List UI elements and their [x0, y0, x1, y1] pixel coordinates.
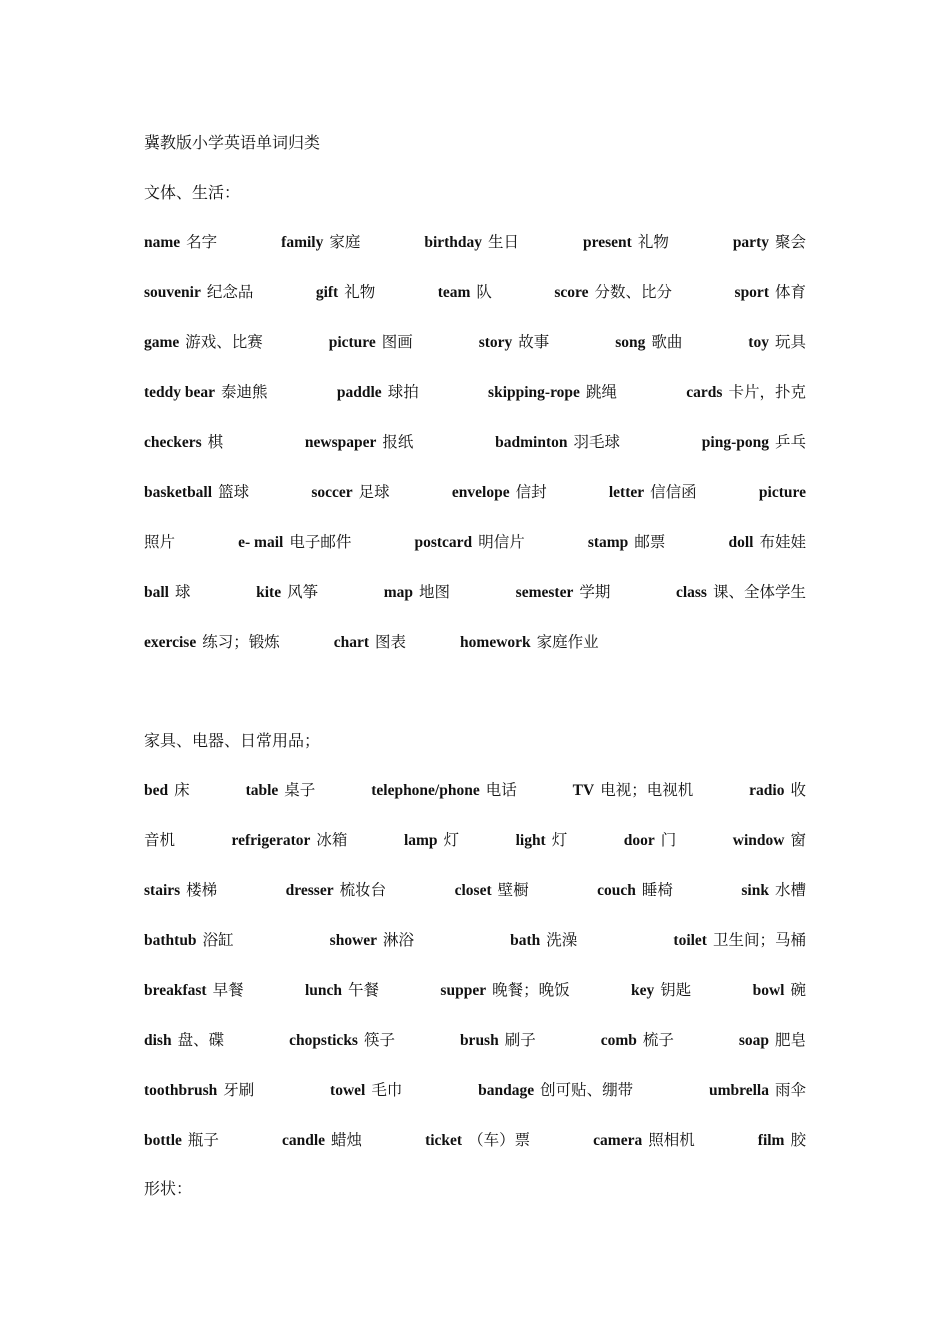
- chinese-meaning: 图表: [375, 634, 407, 651]
- english-word: chart: [333, 634, 370, 651]
- vocab-entry: [728, 530, 806, 552]
- english-word: toothbrush: [144, 1082, 218, 1099]
- vocab-entry: [733, 828, 806, 850]
- chinese-meaning: 信封: [515, 484, 547, 501]
- english-word: camera: [593, 1132, 643, 1149]
- chinese-meaning: 牙刷: [223, 1082, 255, 1099]
- chinese-meaning: 邮票: [634, 534, 666, 551]
- english-word: bandage: [478, 1082, 535, 1099]
- vocab-entry: [733, 230, 806, 252]
- english-word: radio: [749, 782, 785, 799]
- vocab-entry: [144, 928, 234, 950]
- vocab-entry: [554, 280, 672, 302]
- chinese-meaning: 棋: [207, 434, 224, 451]
- english-word: breakfast: [144, 982, 207, 999]
- chinese-meaning: 卫生间；马桶: [712, 932, 806, 949]
- vocab-entry: [741, 878, 806, 900]
- vocab-entry: [460, 1028, 536, 1050]
- vocab-entry: [144, 430, 223, 452]
- vocab-row: [144, 1028, 806, 1052]
- english-word: class: [675, 584, 707, 601]
- chinese-meaning: 钥匙: [660, 982, 692, 999]
- vocab-entry: [709, 1078, 806, 1100]
- vocab-entry: [735, 280, 806, 302]
- vocab-entry: [424, 230, 519, 252]
- chinese-meaning: 羽毛球: [573, 434, 621, 451]
- english-word: shower: [329, 932, 378, 949]
- english-word: candle: [281, 1132, 326, 1149]
- chinese-meaning: 练习；锻炼: [202, 634, 280, 651]
- vocab-entry: [316, 280, 375, 302]
- vocab-entry: [631, 978, 691, 1000]
- english-word: basketball: [144, 484, 213, 501]
- chinese-meaning: 球拍: [387, 384, 419, 401]
- chinese-meaning: 家庭: [329, 234, 361, 251]
- chinese-meaning: 纪念品: [206, 284, 254, 301]
- english-word: ball: [144, 584, 169, 601]
- english-word: present: [583, 234, 632, 251]
- chinese-meaning: 梳子: [642, 1032, 674, 1049]
- chinese-meaning: 游戏、比赛: [185, 334, 263, 351]
- vocab-entry: [144, 828, 175, 850]
- section-heading-household: 家具、电器、日常用品；: [144, 733, 321, 750]
- chinese-meaning: 灯: [443, 832, 460, 849]
- chinese-meaning: 睡椅: [641, 882, 673, 899]
- chinese-meaning: 筷子: [363, 1032, 395, 1049]
- vocab-entry: [593, 1128, 695, 1150]
- chinese-meaning: 布娃娃: [759, 534, 806, 551]
- chinese-meaning: 早餐: [212, 982, 244, 999]
- chinese-meaning: 乒乓: [774, 434, 806, 451]
- vocab-entry: [425, 1128, 530, 1150]
- vocab-entry: [144, 530, 175, 552]
- vocab-entry: [748, 330, 806, 352]
- chinese-meaning: 名字: [186, 234, 218, 251]
- section-heading-sports-life: 文体、生活：: [144, 185, 241, 202]
- english-word: couch: [597, 882, 636, 899]
- vocab-entry: [583, 230, 669, 252]
- vocab-entry: [702, 430, 806, 452]
- vocab-row: [144, 928, 806, 952]
- chinese-meaning: 电子邮件: [289, 534, 352, 551]
- english-word: dish: [144, 1032, 172, 1049]
- chinese-meaning: 毛巾: [371, 1082, 403, 1099]
- english-word: sink: [741, 882, 769, 899]
- vocab-row: [144, 380, 806, 404]
- vocab-entry: [256, 580, 318, 602]
- english-word: postcard: [414, 534, 473, 551]
- english-word: teddy bear: [144, 384, 216, 401]
- vocab-row: [144, 630, 806, 654]
- english-word: score: [554, 284, 589, 301]
- chinese-meaning: 蜡烛: [331, 1132, 363, 1149]
- vocab-entry: [334, 630, 406, 652]
- chinese-meaning: 泰迪熊: [221, 384, 268, 401]
- english-word: family: [281, 234, 324, 251]
- vocab-entry: [144, 1078, 254, 1100]
- chinese-meaning: 碗: [790, 982, 806, 999]
- chinese-meaning: 地图: [419, 584, 451, 601]
- vocab-row: [144, 580, 806, 604]
- vocab-entry: [488, 380, 617, 402]
- vocab-entry: [232, 828, 348, 850]
- chinese-meaning: 浴缸: [202, 932, 234, 949]
- chinese-meaning: 图画: [381, 334, 413, 351]
- chinese-meaning: 电话: [485, 782, 517, 799]
- vocab-entry: [749, 778, 806, 800]
- english-word: checkers: [144, 434, 202, 451]
- chinese-meaning: 洗澡: [546, 932, 578, 949]
- chinese-meaning: 电视；电视机: [600, 782, 694, 799]
- chinese-meaning: 礼物: [344, 284, 376, 301]
- vocab-row: [144, 778, 806, 802]
- english-word: game: [144, 334, 180, 351]
- english-word: badminton: [495, 434, 568, 451]
- chinese-meaning: 分数、比分: [594, 284, 673, 301]
- chinese-meaning: 梳妆台: [339, 882, 387, 899]
- vocab-entry: [144, 580, 191, 602]
- english-word: envelope: [451, 484, 510, 501]
- vocab-entry: [404, 828, 459, 850]
- english-word: refrigerator: [231, 832, 311, 849]
- english-word: door: [623, 832, 655, 849]
- vocab-entry: [371, 778, 517, 800]
- vocab-entry: [615, 330, 682, 352]
- english-word: lunch: [304, 982, 343, 999]
- vocab-entry: [739, 1028, 806, 1050]
- chinese-meaning: 风筝: [287, 584, 319, 601]
- chinese-meaning: 故事: [518, 334, 550, 351]
- english-word: toilet: [673, 932, 707, 949]
- vocab-row: [144, 480, 806, 504]
- chinese-meaning: 球: [174, 584, 191, 601]
- vocab-entry: [597, 878, 673, 900]
- english-word: skipping-rope: [488, 384, 580, 401]
- chinese-meaning: 聚会: [774, 234, 806, 251]
- chinese-meaning: 壁橱: [497, 882, 529, 899]
- vocab-row: [144, 1078, 806, 1102]
- chinese-meaning: 家庭作业: [536, 634, 599, 651]
- vocab-entry: [144, 280, 253, 302]
- vocab-row: [144, 1128, 806, 1152]
- english-word: e- mail: [238, 534, 284, 551]
- chinese-meaning: 创可贴、绷带: [540, 1082, 634, 1099]
- english-word: soap: [738, 1032, 769, 1049]
- english-word: homework: [460, 634, 531, 651]
- vocab-entry: [686, 380, 806, 402]
- english-word: supper: [440, 982, 487, 999]
- chinese-meaning: 跳绳: [585, 384, 617, 401]
- chinese-meaning: 收: [790, 782, 806, 799]
- vocab-entry: [510, 928, 577, 950]
- vocab-entry: [144, 1128, 219, 1150]
- english-word: TV: [572, 782, 595, 799]
- vocab-entry: [238, 530, 351, 552]
- chinese-meaning: 冰箱: [316, 832, 348, 849]
- vocab-entry: [609, 480, 697, 502]
- chinese-meaning: 体育: [774, 284, 806, 301]
- english-word: souvenir: [144, 284, 201, 301]
- vocab-entry: [330, 1078, 402, 1100]
- vocab-entry: [246, 778, 316, 800]
- vocab-row: [144, 280, 806, 304]
- english-word: semester: [515, 584, 574, 601]
- english-word: bathtub: [144, 932, 197, 949]
- vocab-entry: [414, 530, 524, 552]
- english-word: doll: [728, 534, 754, 551]
- vocab-entry: [305, 978, 379, 1000]
- english-word: newspaper: [304, 434, 377, 451]
- vocab-entry: [624, 828, 677, 850]
- english-word: window: [732, 832, 785, 849]
- vocab-entry: [144, 230, 217, 252]
- vocab-entry: [330, 928, 414, 950]
- english-word: sport: [734, 284, 769, 301]
- chinese-meaning: 卡片，扑克: [728, 384, 806, 401]
- english-word: stairs: [144, 882, 181, 899]
- vocab-entry: [495, 430, 620, 452]
- chinese-meaning: 生日: [488, 234, 520, 251]
- english-word: light: [515, 832, 546, 849]
- english-word: soccer: [311, 484, 353, 501]
- vocab-entry: [144, 380, 268, 402]
- english-word: party: [732, 234, 769, 251]
- vocab-entry: [144, 1028, 224, 1050]
- vocab-entry: [478, 1078, 633, 1100]
- english-word: dresser: [285, 882, 334, 899]
- chinese-meaning: 照片: [144, 534, 176, 551]
- chinese-meaning: 瓶子: [187, 1132, 219, 1149]
- vocab-entry: [286, 878, 386, 900]
- vocab-entry: [759, 484, 806, 502]
- english-word: table: [245, 782, 279, 799]
- vocab-entry: [311, 480, 389, 502]
- english-word: letter: [608, 484, 645, 501]
- english-word: name: [144, 234, 181, 251]
- chinese-meaning: 音机: [144, 832, 176, 849]
- vocab-entry: [516, 828, 568, 850]
- vocab-row: [144, 230, 806, 254]
- english-word: closet: [454, 882, 492, 899]
- english-word: umbrella: [708, 1082, 769, 1099]
- chinese-meaning: 午餐: [348, 982, 380, 999]
- vocab-entry: [144, 330, 263, 352]
- english-word: towel: [330, 1082, 366, 1099]
- vocab-row: [144, 330, 806, 354]
- vocab-entry: [452, 480, 547, 502]
- english-word: key: [630, 982, 655, 999]
- english-word: picture: [758, 484, 806, 501]
- chinese-meaning: 篮球: [218, 484, 250, 501]
- vocab-row: [144, 530, 806, 554]
- vocab-entry: [281, 230, 360, 252]
- english-word: cards: [686, 384, 723, 401]
- chinese-meaning: 礼物: [637, 234, 669, 251]
- english-word: chopsticks: [289, 1032, 358, 1049]
- english-word: paddle: [336, 384, 382, 401]
- vocab-entry: [384, 580, 450, 602]
- vocab-entry: [144, 878, 217, 900]
- english-word: exercise: [144, 634, 197, 651]
- english-word: bed: [144, 782, 169, 799]
- vocab-entry: [440, 978, 569, 1000]
- vocab-entry: [676, 580, 806, 602]
- chinese-meaning: 床: [174, 782, 190, 799]
- chinese-meaning: 信信函: [650, 484, 697, 501]
- english-word: kite: [256, 584, 282, 601]
- english-word: toy: [748, 334, 769, 351]
- vocab-entry: [588, 530, 666, 552]
- chinese-meaning: 水槽: [774, 882, 806, 899]
- chinese-meaning: 歌曲: [651, 334, 683, 351]
- chinese-meaning: 肥皂: [774, 1032, 806, 1049]
- chinese-meaning: 桌子: [284, 782, 316, 799]
- english-word: story: [478, 334, 513, 351]
- vocab-entry: [144, 978, 244, 1000]
- chinese-meaning: 淋浴: [383, 932, 415, 949]
- english-word: ping-pong: [701, 434, 769, 451]
- chinese-meaning: （车）票: [468, 1132, 531, 1149]
- chinese-meaning: 学期: [579, 584, 611, 601]
- english-word: telephone/phone: [371, 782, 480, 799]
- vocab-row: [144, 828, 806, 852]
- vocab-entry: [758, 1128, 806, 1150]
- vocab-entry: [673, 928, 806, 950]
- vocab-entry: [289, 1028, 395, 1050]
- vocab-entry: [460, 630, 599, 652]
- vocab-row: [144, 978, 806, 1002]
- english-word: brush: [459, 1032, 499, 1049]
- chinese-meaning: 盘、碟: [177, 1032, 225, 1049]
- vocab-entry: [455, 878, 529, 900]
- chinese-meaning: 雨伞: [774, 1082, 806, 1099]
- vocab-row: [144, 430, 806, 454]
- chinese-meaning: 刷子: [504, 1032, 536, 1049]
- vocab-entry: [516, 580, 611, 602]
- english-word: stamp: [587, 534, 629, 551]
- english-word: bowl: [752, 982, 785, 999]
- english-word: team: [437, 284, 471, 301]
- english-word: picture: [328, 334, 376, 351]
- english-word: bath: [510, 932, 541, 949]
- chinese-meaning: 足球: [358, 484, 390, 501]
- vocab-row: [144, 878, 806, 902]
- chinese-meaning: 胶: [790, 1132, 806, 1149]
- document-title: 冀教版小学英语单词归类: [144, 135, 321, 152]
- english-word: gift: [315, 284, 339, 301]
- english-word: comb: [600, 1032, 637, 1049]
- vocab-entry: [144, 778, 190, 800]
- english-word: song: [615, 334, 646, 351]
- chinese-meaning: 队: [476, 284, 492, 301]
- vocab-entry: [305, 430, 414, 452]
- vocab-entry: [144, 480, 249, 502]
- english-word: map: [383, 584, 414, 601]
- vocab-entry: [601, 1028, 674, 1050]
- chinese-meaning: 楼梯: [186, 882, 218, 899]
- vocab-entry: [753, 978, 806, 1000]
- chinese-meaning: 窗: [790, 832, 806, 849]
- vocab-entry: [438, 280, 492, 302]
- vocab-entry: [282, 1128, 362, 1150]
- chinese-meaning: 报纸: [382, 434, 414, 451]
- english-word: bottle: [144, 1132, 182, 1149]
- chinese-meaning: 晚餐；晚饭: [492, 982, 570, 999]
- english-word: birthday: [424, 234, 483, 251]
- chinese-meaning: 灯: [551, 832, 568, 849]
- chinese-meaning: 玩具: [774, 334, 806, 351]
- vocab-entry: [479, 330, 550, 352]
- vocab-entry: [573, 778, 694, 800]
- english-word: film: [757, 1132, 785, 1149]
- chinese-meaning: 课、全体学生: [712, 584, 806, 601]
- vocab-entry: [337, 380, 419, 402]
- english-word: lamp: [403, 832, 438, 849]
- section-heading-shapes: 形状：: [144, 1181, 193, 1198]
- english-word: ticket: [425, 1132, 463, 1149]
- vocab-entry: [329, 330, 413, 352]
- vocab-entry: [144, 630, 280, 652]
- chinese-meaning: 门: [660, 832, 677, 849]
- chinese-meaning: 明信片: [478, 534, 525, 551]
- chinese-meaning: 照相机: [648, 1132, 695, 1149]
